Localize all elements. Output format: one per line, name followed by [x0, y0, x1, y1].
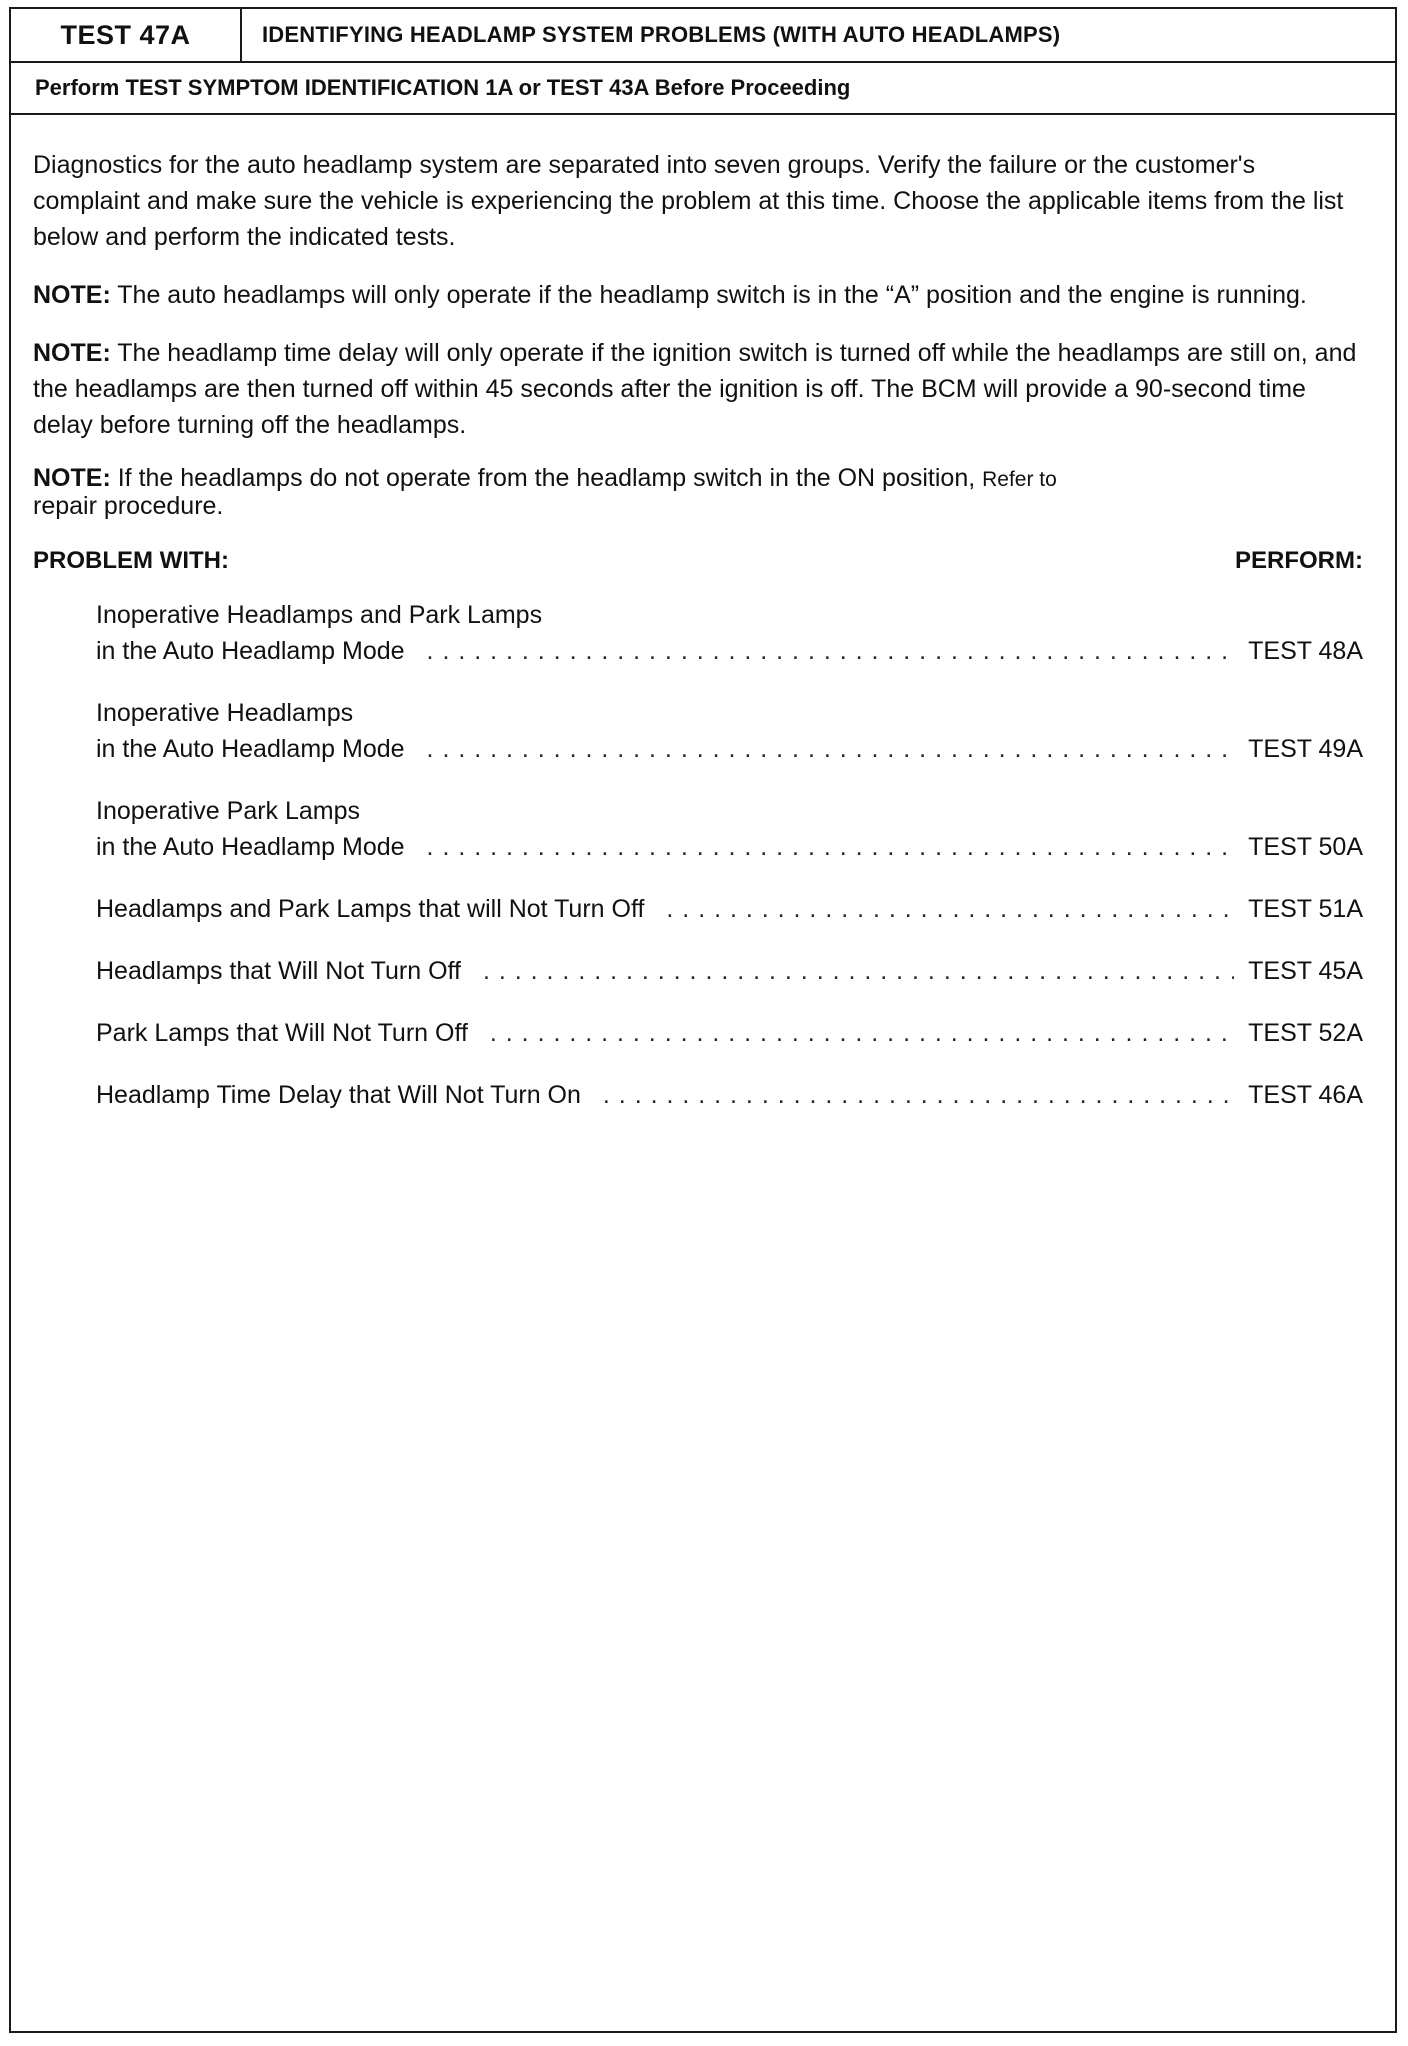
problem-line-1: Inoperative Headlamps and Park Lamps: [96, 601, 543, 629]
note-text: The headlamp time delay will only operate if the ignition switch is turned off while the headlamps are still on, and the headlamps are then turned off within 45 seconds after the ignition is off. The BCM will provide a 90-second time delay before turning off the headlamps.: [33, 339, 1357, 439]
problem-line-2: in the Auto Headlamp Mode: [96, 833, 405, 861]
content-area: [33, 147, 1363, 1139]
dot-leader: [490, 1015, 1234, 1051]
problem-line-2: Headlamp Time Delay that Will Not Turn On: [96, 1081, 581, 1109]
test-reference: TEST 52A: [1248, 1019, 1363, 1047]
note-text-small: Refer to: [982, 468, 1057, 491]
test-id: TEST 47A: [11, 9, 242, 61]
test-reference: TEST 45A: [1248, 957, 1363, 985]
dot-leader: [427, 731, 1235, 767]
problem-leader-row: [96, 829, 1363, 865]
list-item: [96, 1015, 1363, 1051]
problem-header: PROBLEM WITH:: [33, 547, 229, 574]
problem-line-1: Inoperative Headlamps: [96, 699, 354, 727]
test-reference: TEST 49A: [1248, 735, 1363, 763]
problem-line-2: Park Lamps that Will Not Turn Off: [96, 1019, 468, 1047]
problem-leader-row: [96, 891, 1363, 927]
problem-line-2: in the Auto Headlamp Mode: [96, 735, 405, 763]
problem-leader-row: [96, 633, 1363, 669]
perform-header: PERFORM:: [1235, 547, 1363, 574]
note-text: The auto headlamps will only operate if the headlamp switch is in the “A” position and the engine is running.: [117, 281, 1307, 309]
column-headers: [33, 543, 1363, 579]
dot-leader: [427, 829, 1235, 865]
problem-line-1: Inoperative Park Lamps: [96, 797, 361, 825]
note-1: [33, 277, 1363, 313]
intro-paragraph: Diagnostics for the auto headlamp system are separated into seven groups. Verify the failure or the customer's complaint and make sure the vehicle is experiencing the problem at this time. Choose the applicable items from the list below and perform the indicated tests.: [33, 151, 1344, 251]
test-reference: TEST 51A: [1248, 895, 1363, 923]
note-3: [33, 465, 1363, 519]
dot-leader: [666, 891, 1234, 927]
list-item: [96, 793, 1363, 865]
problem-line-2: Headlamps that Will Not Turn Off: [96, 957, 461, 985]
dot-leader: [603, 1077, 1234, 1113]
note-label: NOTE:: [33, 464, 111, 492]
problem-line-2: in the Auto Headlamp Mode: [96, 637, 405, 665]
note-2: [33, 335, 1363, 443]
dot-leader: [427, 633, 1235, 669]
test-reference: TEST 50A: [1248, 833, 1363, 861]
list-item: [96, 891, 1363, 927]
note-label: NOTE:: [33, 339, 111, 367]
note-text-end: repair procedure.: [33, 492, 224, 520]
problem-leader-row: [96, 1015, 1363, 1051]
problem-line-2: Headlamps and Park Lamps that will Not Turn Off: [96, 895, 645, 923]
test-title: IDENTIFYING HEADLAMP SYSTEM PROBLEMS (WITH AUTO HEADLAMPS): [262, 22, 1061, 47]
header-bar: [11, 9, 1395, 63]
test-reference: TEST 48A: [1248, 637, 1363, 665]
note-label: NOTE:: [33, 281, 111, 309]
note-text: If the headlamps do not operate from the headlamp switch in the ON position,: [117, 464, 976, 492]
list-item: [96, 597, 1363, 669]
problem-leader-row: [96, 1077, 1363, 1113]
test-reference: TEST 46A: [1248, 1081, 1363, 1109]
problem-leader-row: [96, 953, 1363, 989]
problem-leader-row: [96, 731, 1363, 767]
list-item: [96, 1077, 1363, 1113]
dot-leader: [483, 953, 1234, 989]
problem-list: [33, 597, 1363, 1113]
list-item: [96, 953, 1363, 989]
prerequisite-line: Perform TEST SYMPTOM IDENTIFICATION 1A or TEST 43A Before Proceeding: [11, 63, 1395, 115]
list-item: [96, 695, 1363, 767]
